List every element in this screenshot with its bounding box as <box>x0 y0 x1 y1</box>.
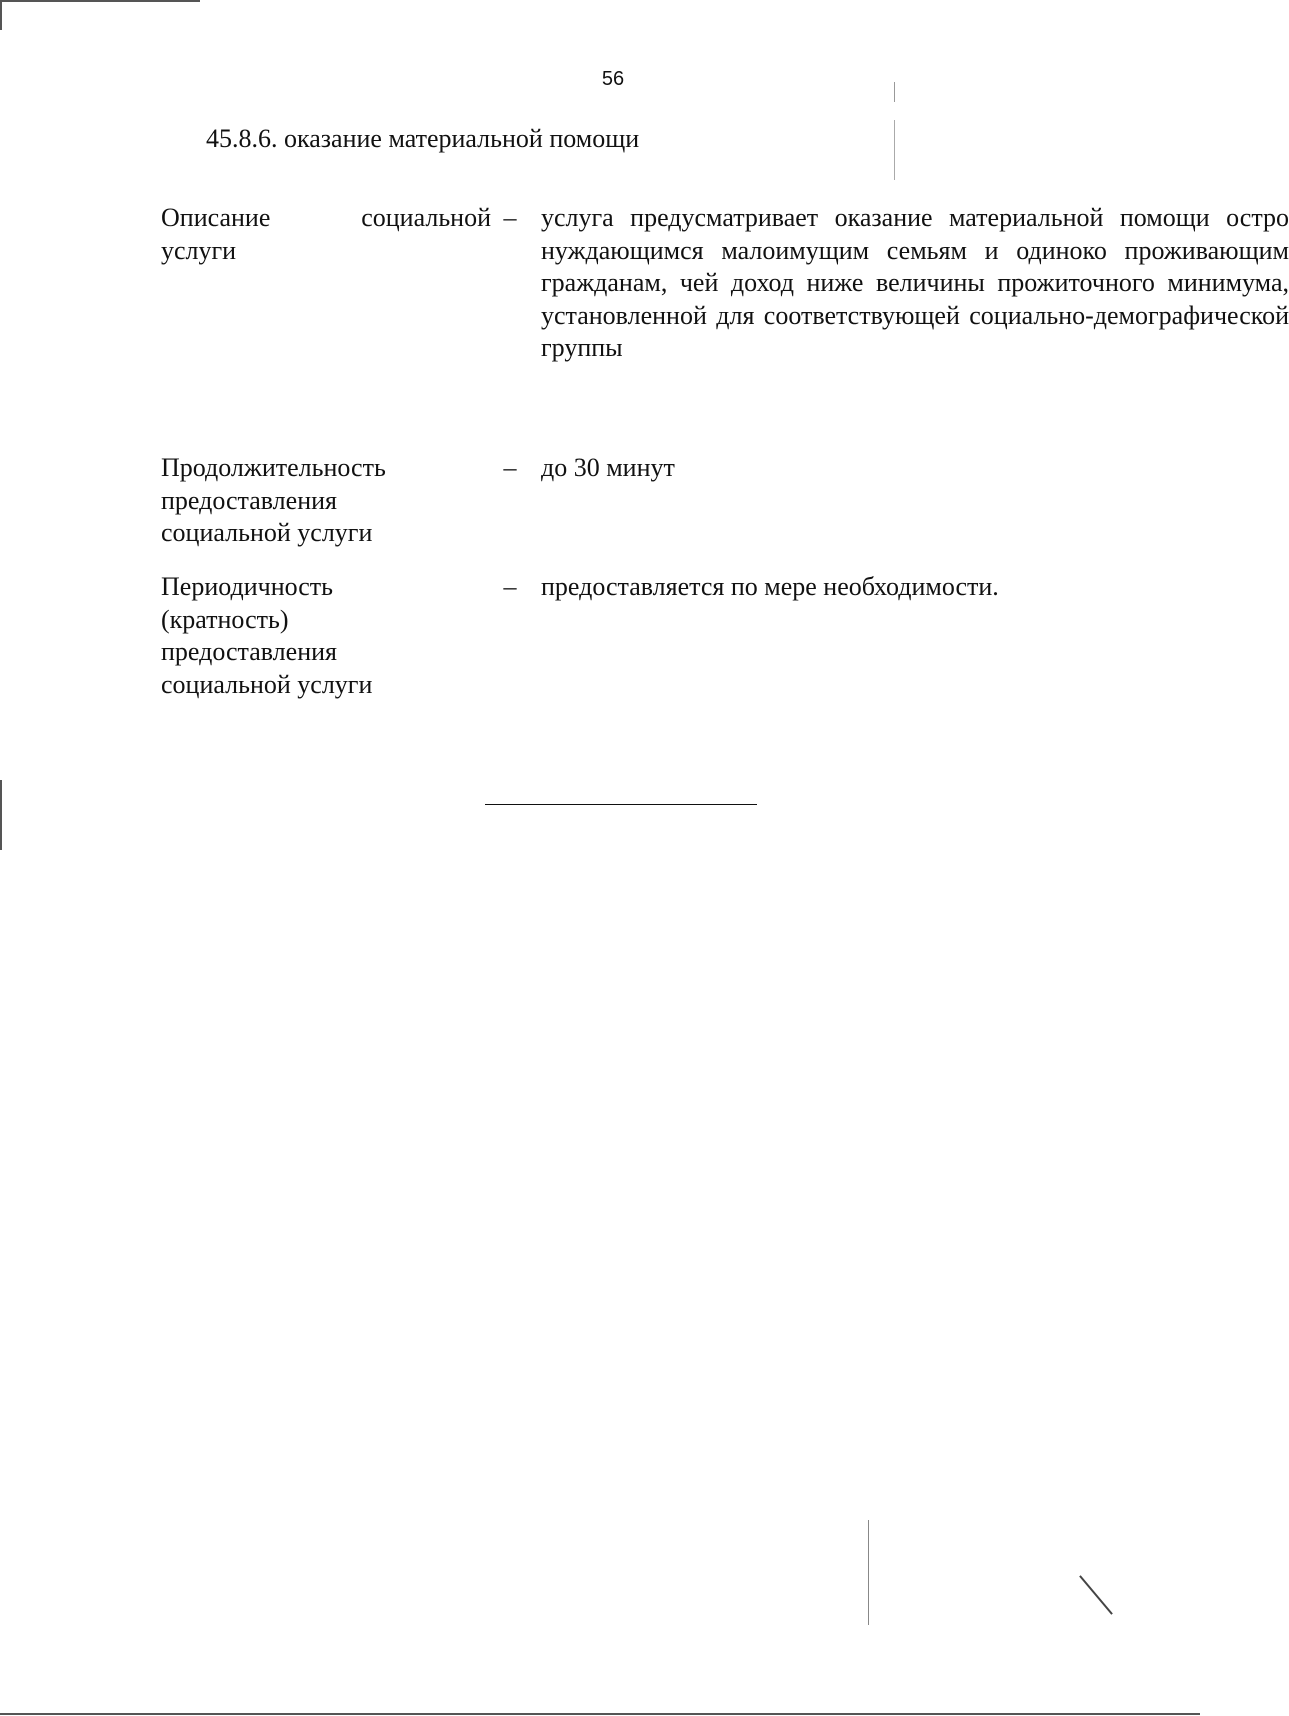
row-label-line <box>161 202 491 235</box>
row-label-line: социальной услуги <box>161 669 373 699</box>
scan-edge-top <box>0 0 200 2</box>
row-value: услуга предусматривает оказание материальной помощи остро нуждающимся малоимущим семьям и одиноко проживающим гражданам, чей доход ниже величины прожиточного минимума, установленной для соответствующей социально-демографической группы <box>541 203 1289 362</box>
scan-speck-line <box>894 120 895 180</box>
row-label-line: (кратность) <box>161 604 289 634</box>
scan-edge-left <box>0 0 2 30</box>
row-dash: – <box>503 203 517 232</box>
row-label <box>161 452 491 550</box>
row-dash: – <box>503 453 517 482</box>
row-label-line: социальной услуги <box>161 518 373 547</box>
row-label-line: предоставления <box>161 637 337 666</box>
row-label-word: Описание <box>161 203 271 232</box>
row-label-line: Продолжительность <box>161 453 386 482</box>
scan-edge-bottom <box>0 1713 1200 1715</box>
row-label-line: услуги <box>161 235 237 265</box>
page-number: 56 <box>601 68 625 90</box>
row-dash: – <box>503 572 517 601</box>
row-label-line: предоставления <box>161 485 337 515</box>
row-label-word: социальной <box>361 203 491 232</box>
scan-edge-left-mid <box>0 780 2 850</box>
row-value: до 30 минут <box>541 453 675 482</box>
row-label <box>161 571 491 701</box>
scan-slash <box>1079 1575 1113 1615</box>
section-heading: 45.8.6. оказание материальной помощи <box>206 124 640 153</box>
end-separator-line <box>485 804 757 805</box>
row-label <box>161 202 491 267</box>
row-label-line: Периодичность <box>161 572 334 601</box>
scan-speck-line <box>868 1520 869 1625</box>
row-value: предоставляется по мере необходимости. <box>541 572 999 601</box>
